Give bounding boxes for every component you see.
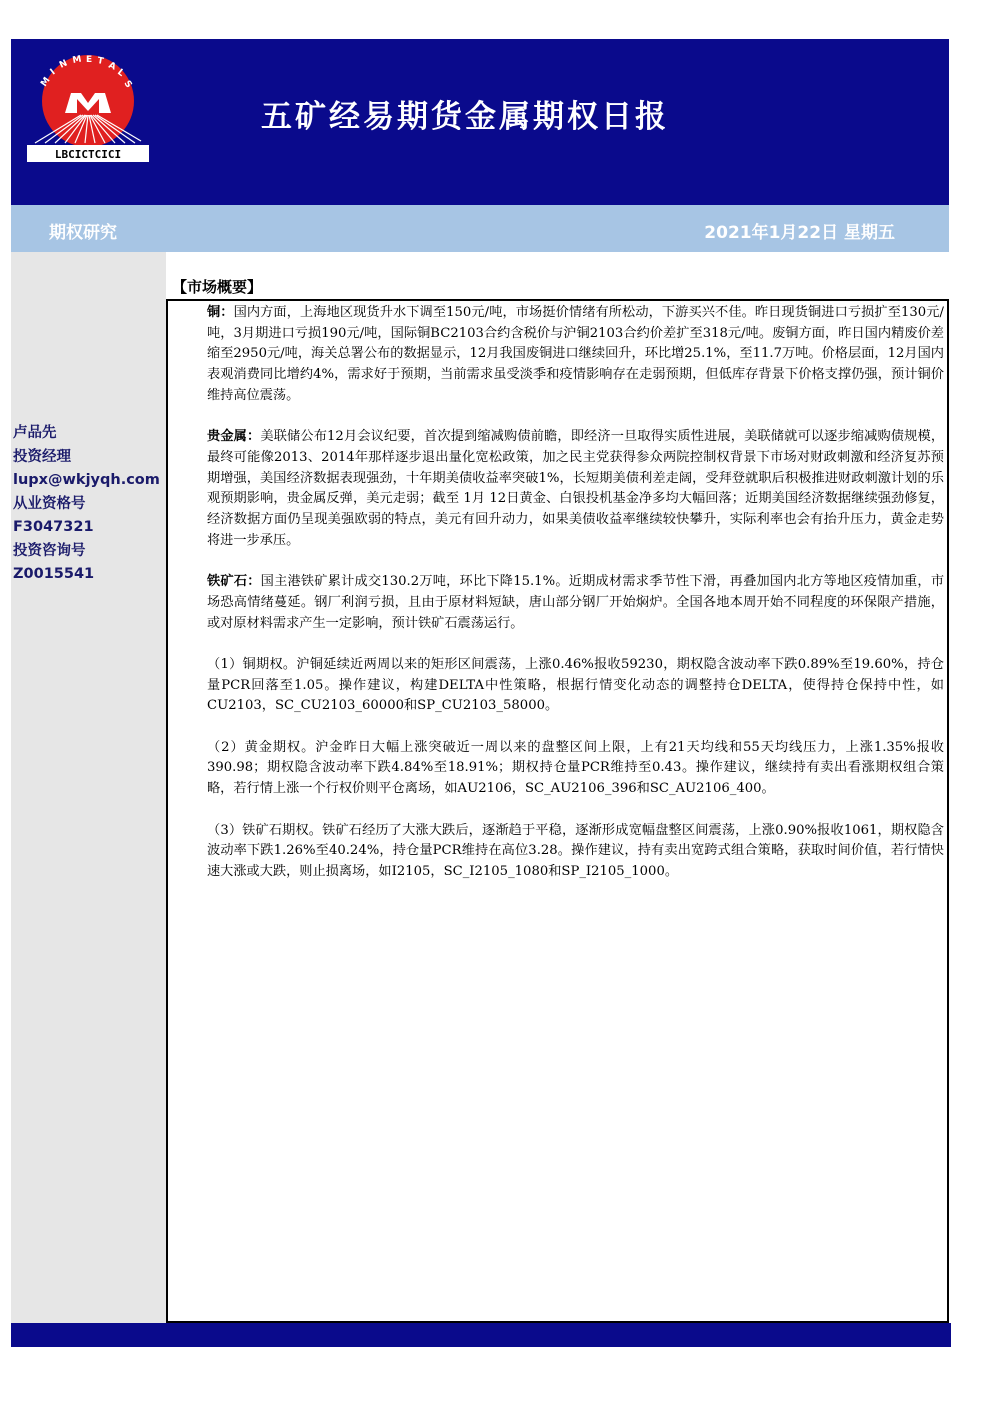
market-summary-box — [166, 299, 949, 1323]
precious-metals-body: 美联储公布12月会议纪要，首次提到缩减购债前瞻，即经济一旦取得实质性进展，美联储就可以逐步缩减购债规模，最终可能像2013、2014年那样逐步退出量化宽松政策，加之民主党获得参众两院控制权背景下市场对财政刺激和经济复苏预期增强，美国经济数据表现强劲，十年期美债收益率突破1%，长短期美债利差走阔，受拜登就职后积极推进财政刺激计划的乐观预期影响，贵金属反弹，美元走弱；截至 1月 12日黄金、白银投机基金净多均大幅回落；近期美国经济数据继续强劲修复，经济数据方面仍呈现美强欧弱的特点，美元有回升动力，如果美债收益率继续较快攀升，实际利率也会有抬升压力，黄金走势将进一步承压。 — [207, 429, 945, 548]
svg-text:E: E — [86, 55, 93, 65]
author-name: 卢品先 — [13, 425, 57, 441]
report-category: 期权研究 — [49, 223, 117, 243]
report-title: 五矿经易期货金属期权日报 — [261, 99, 669, 135]
footer-bar — [11, 1323, 951, 1347]
author-title: 投资经理 — [13, 448, 71, 465]
precious-metals-paragraph — [172, 427, 944, 551]
minmetals-logo — [25, 53, 151, 163]
report-date: 2021年1月22日 星期五 — [704, 223, 895, 243]
svg-text:N: N — [58, 58, 70, 71]
copper-option-paragraph: （1）铜期权。沪铜延续近两周以来的矩形区间震荡，上涨0.46%报收59230，期权隐含波动率下跌0.89%至19.60%，持仓量PCR回落至1.05。操作建议，构建DELTA中性策略，根据行情变化动态的调整持仓DELTA，使得持仓保持中性，如CU2103，SC_CU2103_60000和SP_CU2103_58000。 — [207, 656, 944, 714]
qualification-number: F3047321 — [13, 519, 94, 535]
qualification-label: 从业资格号 — [13, 495, 86, 512]
copper-body: 国内方面，上海地区现货升水下调至150元/吨，市场挺价情绪有所松动，下游买兴不佳。昨日现货铜进口亏损扩至130元/吨，3月期进口亏损190元/吨，国际铜BC2103合约含税价与沪铜2103合约价差扩至318元/吨。废铜方面，昨日国内精废价差缩至2950元/吨，海关总署公布的数据显示，12月我国废铜进口继续回升，环比增25.1%，至11.7万吨。价格层面，12月国内表观消费同比增约4%，需求好于预期，当前需求虽受淡季和疫情影响存在走弱预期，但低库存背景下价格支撑仍强，预计铜价维持高位震荡。 — [207, 305, 944, 403]
precious-metals-heading: 贵金属： — [207, 429, 261, 445]
svg-text:A: A — [106, 60, 118, 73]
author-sidebar — [11, 252, 166, 1323]
svg-text:M: M — [39, 75, 53, 89]
iron-ore-body: 国主港铁矿累计成交130.2万吨，环比下降15.1%。近期成材需求季节性下滑，再叠加国内北方等地区疫情加重，市场恐高情绪蔓延。钢厂利润亏损，且由于原材料短缺，唐山部分钢厂开始焖炉。全国各地本周开始不同程度的环保限产措施，或对原材料需求产生一定影响，预计铁矿石震荡运行。 — [207, 574, 944, 631]
svg-text:S: S — [121, 78, 134, 91]
gold-option-paragraph: （2）黄金期权。沪金昨日大幅上涨突破近一周以来的盘整区间上限，上有21天均线和55天均线压力，上涨1.35%报收390.98；期权隐含波动率下跌4.84%至18.91%；期权持仓量PCR维持至0.43。操作建议，继续持有卖出看涨期权组合策略，若行情上涨一个行权价则平仓离场，如AU2106，SC_AU2106_396和SC_AU2106_400。 — [207, 739, 944, 797]
svg-text:LBCICTCICI: LBCICTCICI — [54, 148, 122, 161]
svg-text:L: L — [115, 67, 126, 79]
iron-ore-heading: 铁矿石： — [207, 574, 261, 590]
iron-ore-option-paragraph: （3）铁矿石期权。铁矿石经历了大涨大跌后，逐渐趋于平稳，逐渐形成宽幅盘整区间震荡，上涨0.90%报收1061，期权隐含波动率下跌1.26%至40.24%，持仓量PCR维持在高位3.28。操作建议，持有卖出宽跨式组合策略，获取时间价值，若行情快速大涨或大跌，则止损离场，如I2105，SC_I2105_1080和SP_I2105_1000。 — [207, 822, 944, 879]
market-summary-text — [172, 303, 944, 903]
category-bar — [11, 205, 949, 252]
author-contact — [13, 422, 160, 587]
section-heading: 【市场概要】 — [172, 278, 263, 296]
svg-text:M: M — [71, 54, 83, 66]
copper-paragraph — [172, 303, 944, 407]
consulting-number: Z0015541 — [13, 566, 95, 582]
author-email[interactable]: lupx@wkjyqh.com — [13, 472, 160, 488]
consulting-label: 投资咨询号 — [13, 542, 86, 559]
svg-text:I: I — [48, 67, 58, 78]
svg-text:T: T — [96, 56, 105, 68]
iron-ore-paragraph — [172, 572, 944, 634]
report-header — [11, 39, 949, 205]
copper-heading: 铜： — [207, 305, 234, 320]
